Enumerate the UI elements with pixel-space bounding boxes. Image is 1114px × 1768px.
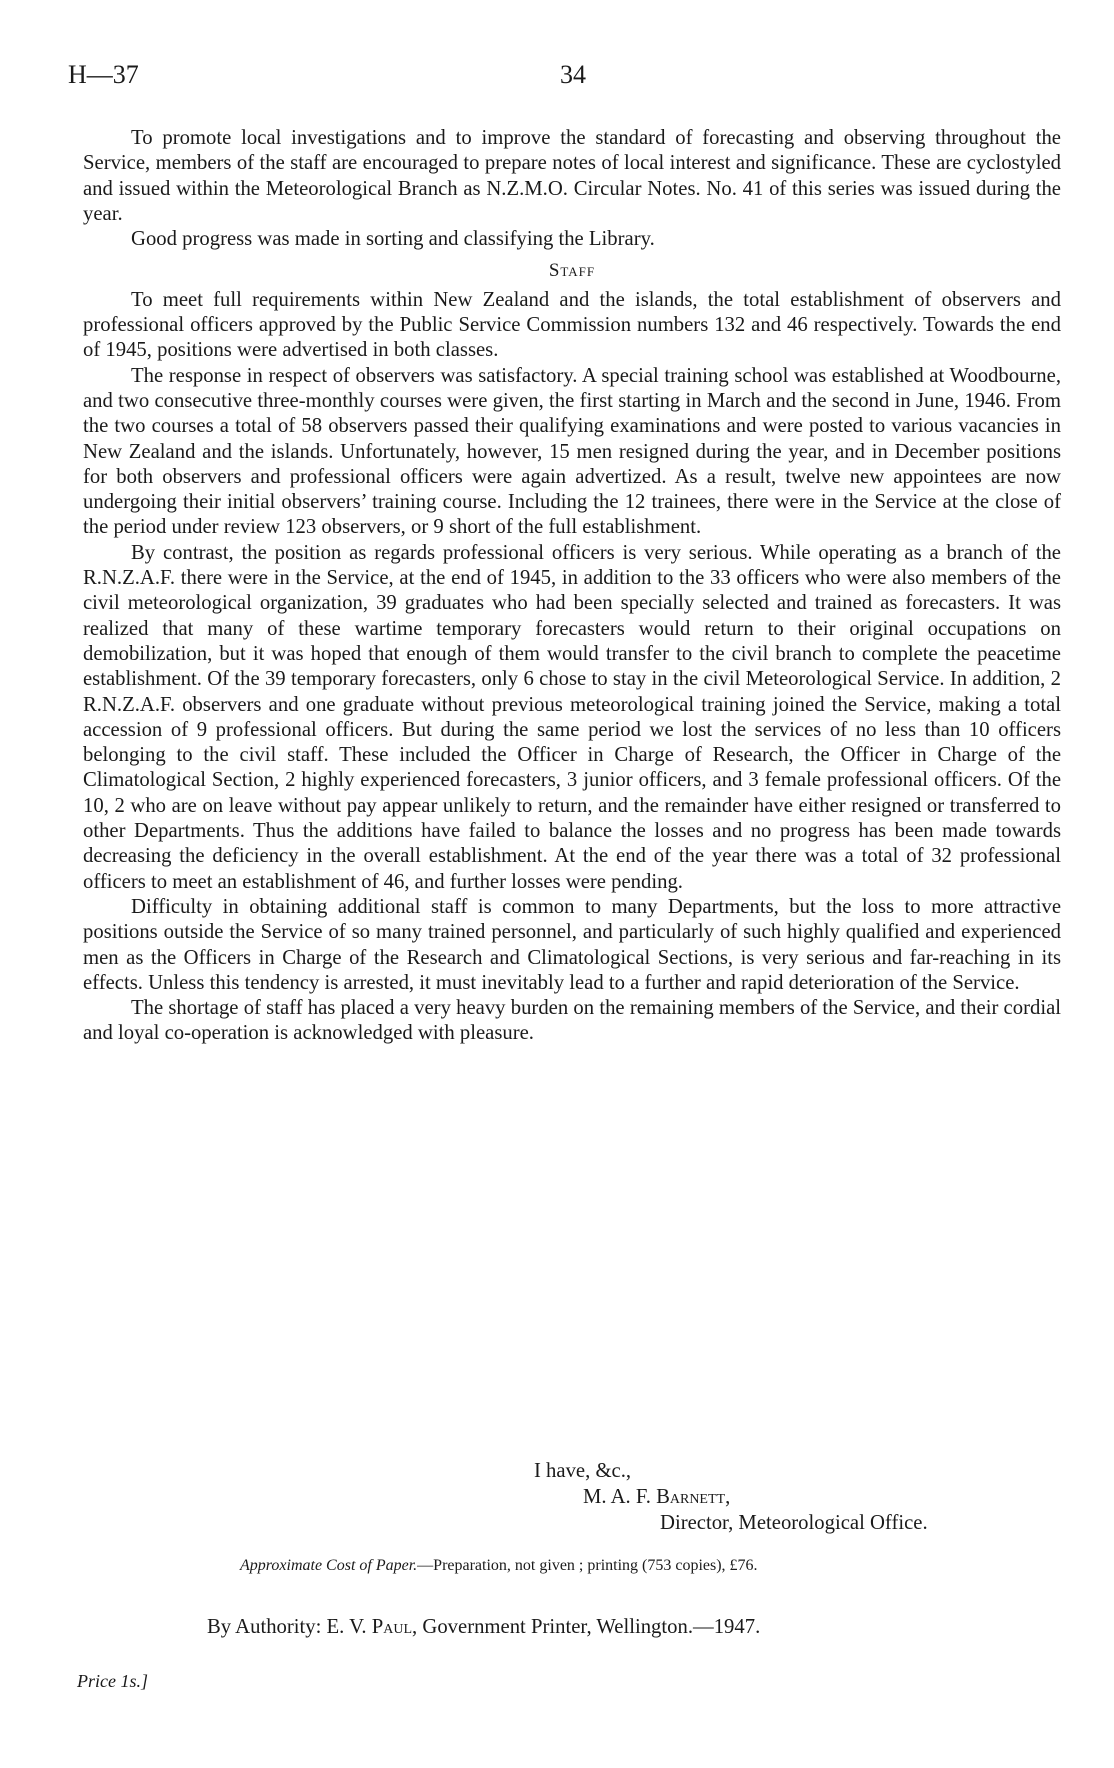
signature-name: M. A. F. Barnett, (583, 1486, 731, 1508)
cost-note-label: Approximate Cost of Paper. (240, 1557, 418, 1574)
cost-note (240, 1557, 758, 1575)
signature-title: Director, Meteorological Office. (660, 1512, 928, 1534)
signature-closing: I have, &c., (534, 1460, 632, 1482)
section-heading-staff: Staff (548, 260, 596, 282)
authority-prefix: By Authority: (207, 1616, 322, 1638)
paragraph-circular-notes: To promote local investigations and to improve the standard of forecasting and observing throughout the Service, members of the staff are encouraged to prepare notes of local interest and significance. These are cyclostyled and issued within the Meteorological Branch as N.Z.M.O. Circular Notes. No. 41 of this series was issued during the year. (83, 127, 1061, 225)
page-number: 34 (560, 60, 586, 89)
paragraph-library: Good progress was made in sorting and classifying the Library. (131, 228, 655, 251)
document-body (83, 126, 1061, 1047)
paragraph-establishment: To meet full requirements within New Zealand and the islands, the total establishment of observers and professional officers approved by the Public Service Commission numbers 132 and 46 respectively. Towards the end of 1945, positions were advertised in both classes. (83, 288, 1061, 362)
cost-note-text: —Preparation, not given ; printing (753 copies), £76. (417, 1557, 758, 1574)
paragraph-difficulty: Difficulty in obtaining additional staff is common to many Departments, but the loss to more attractive positions outside the Service of so many trained personnel, and particularly of such highly qualified and experienced men as the Officers in Charge of the Research and Climatological Sections, is very serious and far-reaching in its effects. Unless this tendency is arrested, it must inevitably lead to a further and rapid deterioration of the Service. (83, 895, 1061, 994)
authority-line (207, 1616, 760, 1639)
authority-suffix: Government Printer, Wellington.—1947. (422, 1616, 761, 1638)
paragraph-professional-officers: By contrast, the position as regards professional officers is very serious. While operating as a branch of the R.N.Z.A.F. there were in the Service, at the end of 1945, in addition to the 33 officers who were also members of the civil meteorological organization, 39 graduates who had been specially selected and trained as forecasters. It was realized that many of these wartime temporary forecasters would return to their original occupations on demobilization, but it was hoped that enough of them would transfer to the civil branch to complete the peacetime establishment. Of the 39 temporary forecasters, only 6 chose to stay in the civil Meteorological Service. In addition, 2 R.N.Z.A.F. observers and one graduate without previous meteorological training joined the Service, making a total accession of 9 professional officers. But during the same period we lost the services of no less than 10 officers belonging to the civil staff. These included the Officer in Charge of Research, the Officer in Charge of the Climatological Section, 2 highly experienced forecasters, 3 junior officers, and 3 female professional officers. Of the 10, 2 who are on leave without pay appear unlikely to return, and the remainder have either resigned or transferred to other Departments. Thus the additions have failed to balance the losses and no progress has been made towards decreasing the deficiency in the overall establishment. At the end of the year there was a total of 32 professional officers to meet an establishment of 46, and further losses were pending. (83, 541, 1061, 893)
paragraph-shortage: The shortage of staff has placed a very heavy burden on the remaining members of the Service, and their cordial and loyal co-operation is acknowledged with pleasure. (83, 997, 1061, 1045)
price-label: Price 1s.] (77, 1671, 148, 1691)
printer-name: E. V. Paul, (326, 1616, 418, 1638)
document-reference: H—37 (68, 60, 139, 89)
paragraph-observers: The response in respect of observers was satisfactory. A special training school was established at Woodbourne, and two consecutive three-monthly courses were given, the first starting in March and the second in June, 1946. From the two courses a total of 58 observers passed their qualifying examinations and were posted to various vacancies in New Zealand and the islands. Unfortunately, however, 15 men resigned during the year, and in December positions for both observers and professional officers were again advertized. As a result, twelve new appointees are now undergoing their initial observers’ training course. Including the 12 trainees, there were in the Service at the close of the period under review 123 observers, or 9 short of the full establishment. (83, 364, 1061, 539)
